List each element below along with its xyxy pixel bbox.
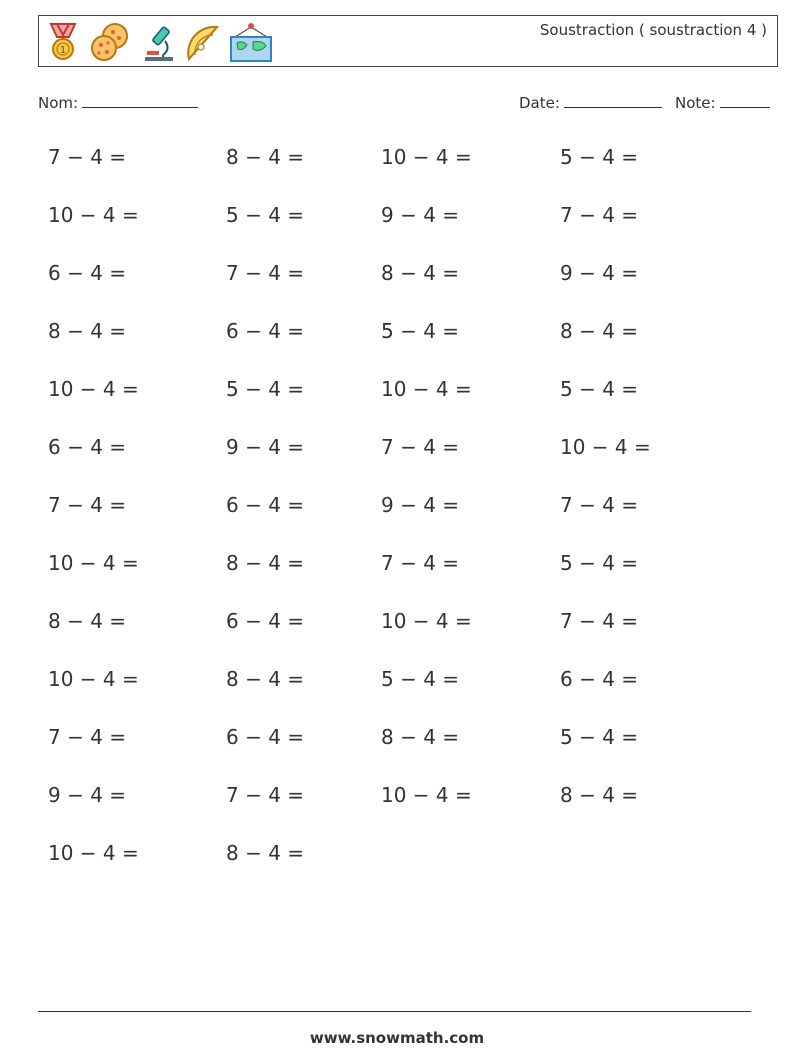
- problem-item: 10 − 4 =: [560, 435, 651, 459]
- problem-item: 10 − 4 =: [48, 841, 139, 865]
- note-blank[interactable]: [720, 93, 770, 108]
- problem-item: 7 − 4 =: [560, 203, 639, 227]
- problem-item: 7 − 4 =: [560, 493, 639, 517]
- problem-item: 10 − 4 =: [381, 145, 472, 169]
- problem-item: 10 − 4 =: [48, 203, 139, 227]
- problem-item: 9 − 4 =: [381, 203, 460, 227]
- problem-item: 5 − 4 =: [226, 377, 305, 401]
- name-label: Nom:: [38, 94, 79, 112]
- footer-url: www.snowmath.com: [309, 1029, 485, 1047]
- problem-item: 8 − 4 =: [226, 667, 305, 691]
- problem-item: 8 − 4 =: [48, 609, 127, 633]
- problem-item: 7 − 4 =: [226, 261, 305, 285]
- problem-item: 5 − 4 =: [560, 725, 639, 749]
- problem-item: 10 − 4 =: [381, 783, 472, 807]
- problem-item: 9 − 4 =: [226, 435, 305, 459]
- problem-item: 8 − 4 =: [381, 725, 460, 749]
- problem-item: 10 − 4 =: [381, 609, 472, 633]
- problem-item: 5 − 4 =: [381, 319, 460, 343]
- problem-item: 9 − 4 =: [48, 783, 127, 807]
- problem-item: 8 − 4 =: [226, 841, 305, 865]
- footer-divider: [38, 1011, 751, 1012]
- date-field: [519, 93, 662, 112]
- problem-item: 10 − 4 =: [48, 377, 139, 401]
- problem-item: 6 − 4 =: [560, 667, 639, 691]
- date-label: Date:: [519, 94, 560, 112]
- problem-item: 7 − 4 =: [48, 725, 127, 749]
- problem-item: 5 − 4 =: [560, 551, 639, 575]
- problem-item: 7 − 4 =: [381, 435, 460, 459]
- problem-item: 5 − 4 =: [381, 667, 460, 691]
- medal-icon: [45, 21, 81, 63]
- name-field: [38, 93, 198, 112]
- date-blank[interactable]: [564, 93, 662, 108]
- header-icons: [45, 20, 273, 64]
- problem-item: 7 − 4 =: [226, 783, 305, 807]
- problem-item: 8 − 4 =: [381, 261, 460, 285]
- map-board-icon: [229, 21, 273, 63]
- worksheet-header: [38, 15, 778, 67]
- protractor-icon: [185, 21, 221, 63]
- problem-item: 10 − 4 =: [48, 667, 139, 691]
- problem-item: 5 − 4 =: [560, 145, 639, 169]
- problem-item: 9 − 4 =: [560, 261, 639, 285]
- problem-item: 7 − 4 =: [381, 551, 460, 575]
- problem-item: 6 − 4 =: [226, 609, 305, 633]
- note-label: Note:: [675, 94, 716, 112]
- problem-item: 9 − 4 =: [381, 493, 460, 517]
- problem-item: 6 − 4 =: [226, 725, 305, 749]
- problem-item: 8 − 4 =: [226, 145, 305, 169]
- problem-item: 10 − 4 =: [381, 377, 472, 401]
- problem-item: 8 − 4 =: [226, 551, 305, 575]
- worksheet-title: Soustraction ( soustraction 4 ): [539, 21, 767, 39]
- problem-item: 8 − 4 =: [48, 319, 127, 343]
- problem-item: 7 − 4 =: [48, 493, 127, 517]
- microscope-icon: [139, 21, 177, 63]
- problem-item: 6 − 4 =: [226, 493, 305, 517]
- problem-item: 8 − 4 =: [560, 319, 639, 343]
- problem-item: 6 − 4 =: [48, 261, 127, 285]
- problem-item: 10 − 4 =: [48, 551, 139, 575]
- cookies-icon: [89, 21, 131, 63]
- name-blank[interactable]: [82, 93, 198, 108]
- problem-item: 6 − 4 =: [48, 435, 127, 459]
- note-field: [675, 93, 770, 112]
- problem-item: 5 − 4 =: [560, 377, 639, 401]
- problem-item: 8 − 4 =: [560, 783, 639, 807]
- problem-item: 5 − 4 =: [226, 203, 305, 227]
- problem-item: 7 − 4 =: [48, 145, 127, 169]
- problem-item: 7 − 4 =: [560, 609, 639, 633]
- problem-item: 6 − 4 =: [226, 319, 305, 343]
- svg-text:1: 1: [59, 45, 67, 56]
